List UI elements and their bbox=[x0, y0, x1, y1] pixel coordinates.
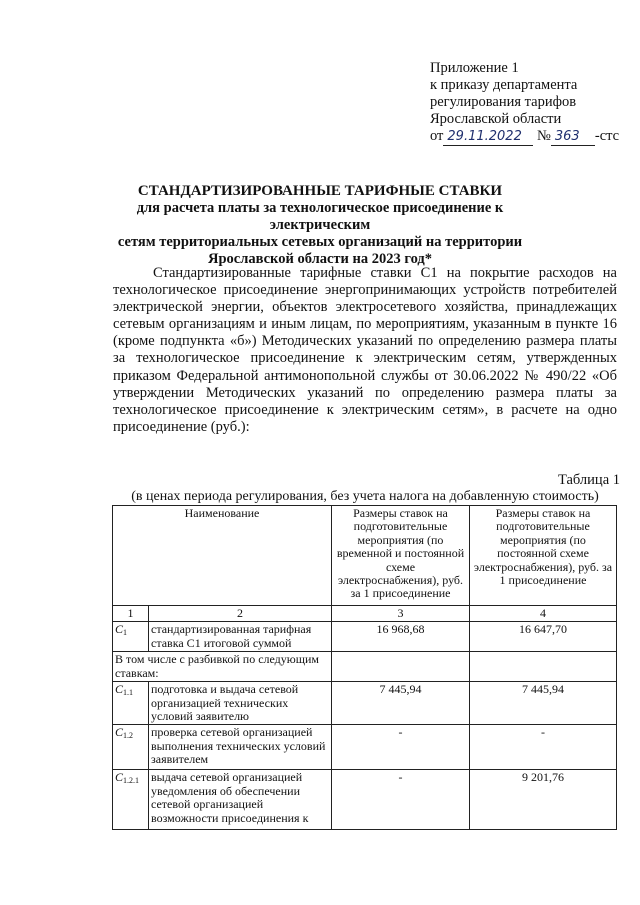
title-line-1: СТАНДАРТИЗИРОВАННЫЕ ТАРИФНЫЕ СТАВКИ bbox=[137, 183, 503, 199]
order-ref-line: к приказу департамента bbox=[430, 77, 578, 93]
table-row bbox=[113, 622, 617, 652]
table-row bbox=[113, 652, 617, 682]
table-subcaption: (в ценах периода регулирования, без учета налога на добавленную стоимость) bbox=[131, 489, 599, 504]
empty-cell bbox=[332, 652, 470, 682]
rate-description: подготовка и выдача сетевой организацией технических условий заявителю bbox=[149, 682, 332, 725]
title-line-2: для расчета платы за технологическое присоединение к электрическим bbox=[136, 200, 504, 233]
document-title bbox=[100, 183, 540, 268]
rate-code: C1 bbox=[113, 622, 149, 652]
rate-code: C1.2.1 bbox=[113, 770, 149, 830]
rate-value-col4: - bbox=[470, 725, 617, 770]
handwritten-number: 363 bbox=[551, 128, 595, 146]
appendix-header bbox=[430, 60, 619, 146]
col-number: 1 bbox=[113, 606, 149, 622]
handwritten-date: 29.11.2022 bbox=[443, 128, 533, 146]
table-caption: Таблица 1 bbox=[557, 472, 620, 488]
rate-code: C1.1 bbox=[113, 682, 149, 725]
title-line-4: Ярославской области на 2023 год* bbox=[208, 251, 432, 267]
appendix-title: Приложение 1 bbox=[430, 60, 519, 76]
intro-paragraph: Стандартизированные тарифные ставки C1 на покрытие расходов на технологическое присоединение энергопринимающих устройств потребителей электрической энергии, объектов электросетевого хозяйства, принадлежащих сетевым организациям и иным лицам, по мероприятиям, указанным в пункте 16 (кроме подпункта «б») Методических указаний по определению размера платы за технологическое присоединение к электрическим сетям, утвержденных приказом Федеральной антимонопольной службы от 30.06.2022 № 490/22 «Об утверждении Методических указаний по определению размера платы за технологическое присоединение к электрическим сетям», в расчете на одно присоединение (руб.): bbox=[113, 265, 617, 435]
table-number-row bbox=[113, 606, 617, 622]
empty-cell bbox=[470, 652, 617, 682]
table-row bbox=[113, 770, 617, 830]
table-row bbox=[113, 725, 617, 770]
header-name: Наименование bbox=[113, 506, 332, 606]
rate-value-col3: 7 445,94 bbox=[332, 682, 470, 725]
rate-value-col3: - bbox=[332, 770, 470, 830]
number-suffix: -стс bbox=[594, 128, 620, 144]
rate-code: C1.2 bbox=[113, 725, 149, 770]
table-row bbox=[113, 682, 617, 725]
header-col3: Размеры ставок на подготовительные мероприятия (по временной и постоянной схеме электроснабжения), руб. за 1 присоединение bbox=[332, 506, 470, 606]
header-col4: Размеры ставок на подготовительные мероприятия (по постоянной схеме электроснабжения), руб. за 1 присоединение bbox=[470, 506, 617, 606]
order-date-line bbox=[430, 128, 619, 146]
region-line: Ярославской области bbox=[430, 111, 562, 127]
date-prefix: от bbox=[430, 128, 444, 144]
title-line-3: сетям территориальных сетевых организаций на территории bbox=[117, 234, 523, 250]
rate-value-col3: 16 968,68 bbox=[332, 622, 470, 652]
rate-description: выдача сетевой организацией уведомления об обеспечении сетевой организацией возможности присоединения к bbox=[149, 770, 332, 830]
rate-value-col4: 16 647,70 bbox=[470, 622, 617, 652]
rate-value-col4: 9 201,76 bbox=[470, 770, 617, 830]
rate-value-col3: - bbox=[332, 725, 470, 770]
table-header-row bbox=[113, 506, 617, 606]
col-number: 2 bbox=[149, 606, 332, 622]
tariff-table bbox=[112, 505, 617, 830]
col-number: 4 bbox=[470, 606, 617, 622]
rate-description: проверка сетевой организацией выполнения технических условий заявителем bbox=[149, 725, 332, 770]
rate-description: стандартизированная тарифная ставка C1 итоговой суммой bbox=[149, 622, 332, 652]
department-line: регулирования тарифов bbox=[430, 94, 577, 110]
col-number: 3 bbox=[332, 606, 470, 622]
number-label: № bbox=[537, 128, 551, 144]
breakdown-label: В том числе с разбивкой по следующим ставкам: bbox=[113, 652, 332, 682]
rate-value-col4: 7 445,94 bbox=[470, 682, 617, 725]
